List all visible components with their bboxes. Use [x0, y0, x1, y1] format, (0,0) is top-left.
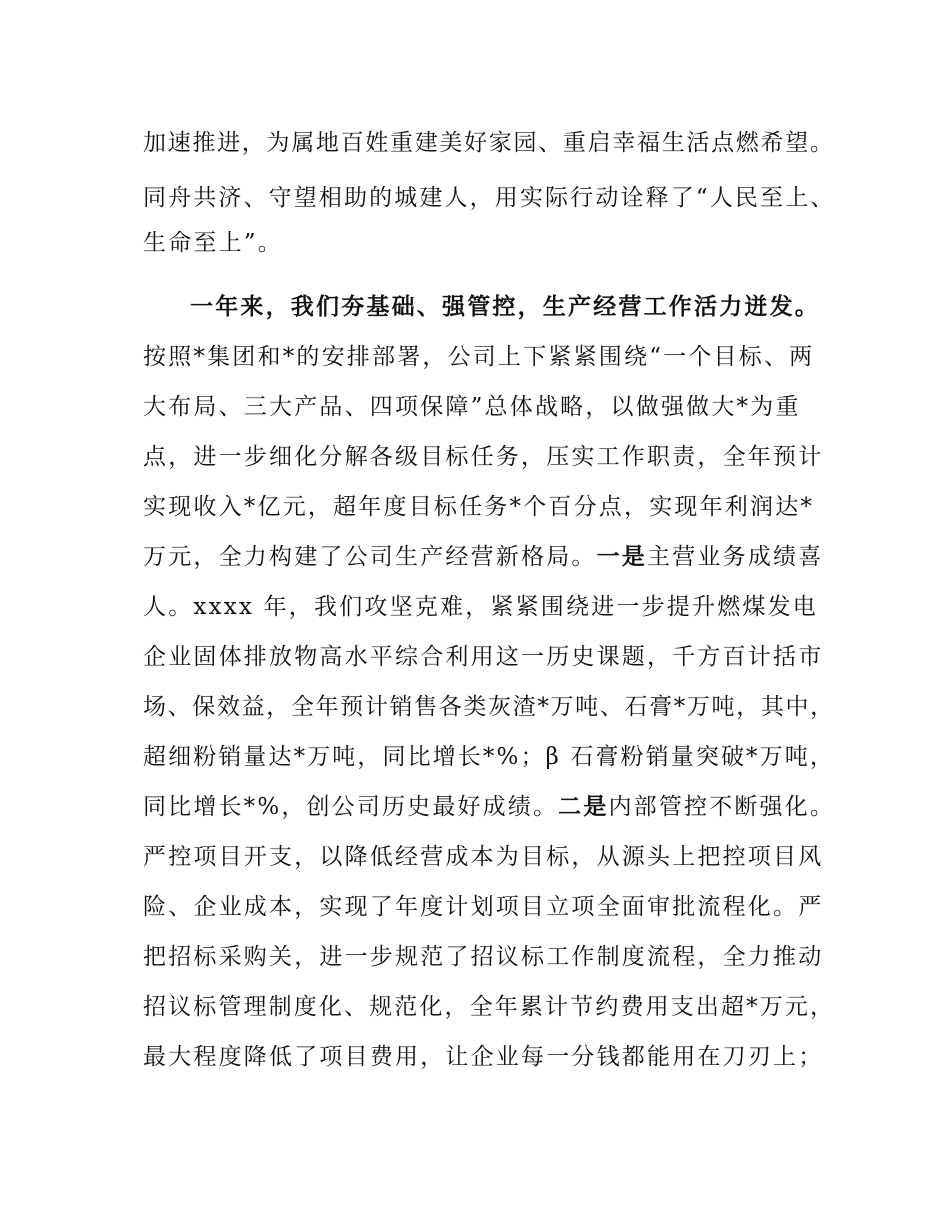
paragraph-line: 场、保效益，全年预计销售各类灰渣*万吨、石膏*万吨，其中， — [143, 694, 835, 720]
paragraph-line: 实现收入*亿元，超年度目标任务*个百分点，实现年利润达* — [143, 494, 815, 520]
paragraph-line: 招议标管理制度化、规范化，全年累计节约费用支出超*万元， — [143, 994, 836, 1020]
paragraph-line: 最大程度降低了项目费用，让企业每一分钱都能用在刀刃上； — [143, 1044, 824, 1070]
emphasis-text: 一是 — [596, 544, 648, 570]
paragraph-line: 把招标采购关，进一步规范了招议标工作制度流程，全力推动 — [143, 944, 824, 970]
paragraph-line — [143, 542, 823, 572]
paragraph-line: 企业固体排放物高水平综合利用这一历史课题，千方百计括市 — [143, 644, 824, 670]
paragraph-line: 点，进一步细化分解各级目标任务，压实工作职责，全年预计 — [143, 444, 824, 470]
emphasis-text: 二是 — [558, 794, 609, 820]
paragraph-line: 按照*集团和*的安排部署，公司上下紧紧围绕“一个目标、两 — [143, 344, 815, 370]
line-text: 内部管控不断强化。 — [608, 794, 835, 820]
paragraph-line: 人。xxxx 年，我们攻坚克难，紧紧围绕进一步提升燃煤发电 — [143, 594, 818, 620]
line-text: 同比增长*%，创公司历史最好成绩。 — [143, 794, 559, 820]
paragraph-line: 大布局、三大产品、四项保障”总体战略，以做强做大*为重 — [143, 394, 801, 420]
paragraph-line — [143, 792, 835, 822]
paragraph-line: 同舟共济、守望相助的城建人，用实际行动诠释了“人民至上、 — [143, 185, 836, 211]
section-heading: 一年来，我们夯基础、强管控，生产经营工作活力迸发。 — [190, 294, 820, 320]
paragraph-line: 超细粉销量达*万吨，同比增长*%；β 石膏粉销量突破*万吨， — [143, 744, 835, 770]
paragraph-line: 险、企业成本，实现了年度计划项目立项全面审批流程化。严 — [143, 894, 824, 920]
line-text: 万元，全力构建了公司生产经营新格局。 — [143, 544, 597, 570]
paragraph-line: 严控项目开支，以降低经营成本为目标，从源头上把控项目风 — [143, 844, 824, 870]
line-text: 主营业务成绩喜 — [647, 544, 824, 570]
paragraph-line: 生命至上”。 — [143, 230, 283, 256]
paragraph-line: 加速推进，为属地百姓重建美好家园、重启幸福生活点燃希望。 — [143, 130, 835, 156]
